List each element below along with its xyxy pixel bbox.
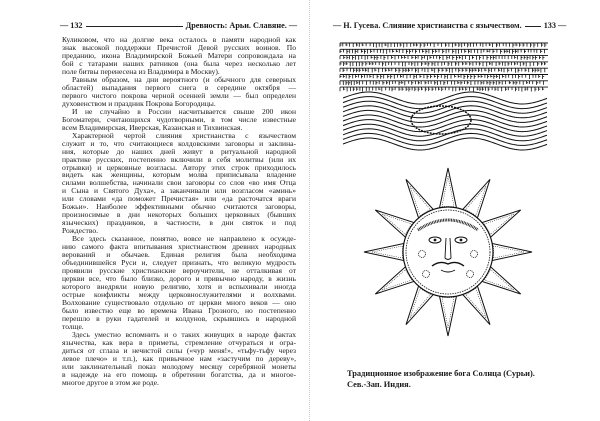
text-line: служит и то, что считающиеся колдовскими заговоры и заклина- <box>62 138 296 148</box>
right-running-header <box>333 21 568 30</box>
text-line: толще. <box>62 321 84 331</box>
text-line: Рождество. <box>62 226 99 236</box>
figure-caption <box>347 369 535 390</box>
text-line: и Сына и Святого Духа», а заканчивали или возгласом «аминь» <box>62 186 296 196</box>
left-page-body-text <box>62 36 296 387</box>
text-line: преданию, икона Владимирской Божьей Матери сопровождала на <box>62 50 296 60</box>
text-line: Все здесь сказанное, понятно, вовсе не направлено к осужде- <box>72 234 296 244</box>
text-line: острые конфликты между церковнослужителями и волхвами. <box>62 290 296 299</box>
dash: — <box>288 21 297 30</box>
text-line: перешло в руки гадателей и колдунов, скрывшись в народной <box>62 313 296 323</box>
dash: — <box>558 21 567 30</box>
text-line: силами волшебства, начинали свои заговоры со слов «во имя Отца <box>62 178 296 188</box>
text-line: церкви все, что было близко, дорого и привычно народу, в жизнь <box>62 274 296 284</box>
text-line: Характерной чертой слияния христианства с язычеством <box>72 130 296 140</box>
text-line: областей) выпадания первого снега в середине октября — <box>62 82 296 92</box>
text-line: произносимые в дни некоторых больших церковных (бывших <box>62 210 296 220</box>
page-gutter <box>309 0 310 421</box>
text-line: Волхование существовало отдельно от церкви много веков — оно <box>62 297 296 307</box>
text-line: Богоматери, считающихся чудотворными, в том числе известные <box>62 114 296 124</box>
text-line: отрывки) и церковные возгласы. Автору этих строк приходилось <box>62 162 296 172</box>
text-line: объединившейся Руси и, следует признать, что великую мудрость <box>62 258 296 268</box>
text-line: ния, которые до наших дней живут в ритуальной народной <box>62 146 296 156</box>
text-line: поле битвы перенесена из Владимира в Москву). <box>62 66 220 76</box>
right-running-head: Н. Гусева. Слияние христианства с язычеством. <box>343 21 522 30</box>
text-line: первого чистого покрова черной осенней земли — был определен <box>62 90 296 100</box>
text-line: или словами «да поможет Пречистая» или «да расточатся враги <box>62 194 296 204</box>
text-line: было известно еще во времена Ивана Грозного, но постепенно <box>62 305 296 315</box>
text-line: в надежде на его помощь в обретении богатства, да и многое- <box>62 369 296 379</box>
text-line: верований и обычаев. Единая религия была необходима <box>62 250 296 260</box>
left-page-number: 132 <box>70 21 83 30</box>
text-line: нию самого факта впитывания христианством древних народных <box>62 242 296 252</box>
dash: — <box>60 21 69 30</box>
text-line: язычества, как вера в приметы, стремление отчураться и огра- <box>62 337 296 347</box>
dash: — <box>333 21 342 30</box>
header-rule <box>525 26 541 27</box>
text-line: Куликовом, что на долгие века осталось в памяти народной как <box>62 35 296 44</box>
text-line: практике русских, постепенно включили в себя молитвы (или их <box>62 154 296 164</box>
right-page-number: 133 <box>543 21 556 30</box>
text-line: бой с татарами наших ратников (она была через несколько лет <box>62 58 296 68</box>
surya-sun-god-illustration <box>336 40 552 345</box>
devanagari-text-band <box>340 43 548 92</box>
sun-face-image <box>364 168 532 336</box>
text-line: которого внедряли новую религию, хотя и вспыхивали иногда <box>62 282 296 292</box>
text-line: всем Владимирская, Иверская, Казанская и Тихвинская. <box>62 122 243 132</box>
caption-line: Сев.-Зап. Индия. <box>347 379 411 389</box>
text-line: или заклинательный показ молодому месяцу серебряной монеты <box>62 361 296 371</box>
text-line: Здесь уместно вспомнить и о таких живущих в народе фактах <box>72 329 296 339</box>
text-line: Равным образом, на дни вероятного (и обычного для северных <box>72 74 296 84</box>
header-rule <box>86 26 183 27</box>
wavy-lines-band <box>343 92 547 150</box>
text-line: диться от сглаза и нечистой силы («чур меня!», «тьфу-тьфу через <box>62 345 296 355</box>
left-running-header <box>60 21 297 30</box>
text-line: Божьи». Наиболее эффективными обычно считаются заговоры, <box>62 202 296 212</box>
text-line: левое плечо» и т.п.), как привычное нам «застучим по дереву», <box>62 353 296 363</box>
left-running-head: Древность: Арьи. Славяне. <box>185 21 287 30</box>
caption-line: Традиционное изображение бога Солнца (Сурьи). <box>347 369 535 378</box>
text-line: знак высокой поддержки Пречистой Девой русских воинов. По <box>62 42 296 52</box>
text-line: проявили русские христианские вероучители, не отталкивая от <box>62 266 296 276</box>
text-line: многое другое в этом же роде. <box>62 377 159 387</box>
text-line: И не случайно в России насчитывается свыше 200 икон <box>72 106 296 116</box>
text-line: духовенством и праздник Покрова Богородицы. <box>62 98 216 108</box>
text-line: языческих) праздников, в частности, в дни святок и под <box>62 218 296 228</box>
text-line: видеть как женщины, которым молва приписывала владение <box>62 170 296 180</box>
